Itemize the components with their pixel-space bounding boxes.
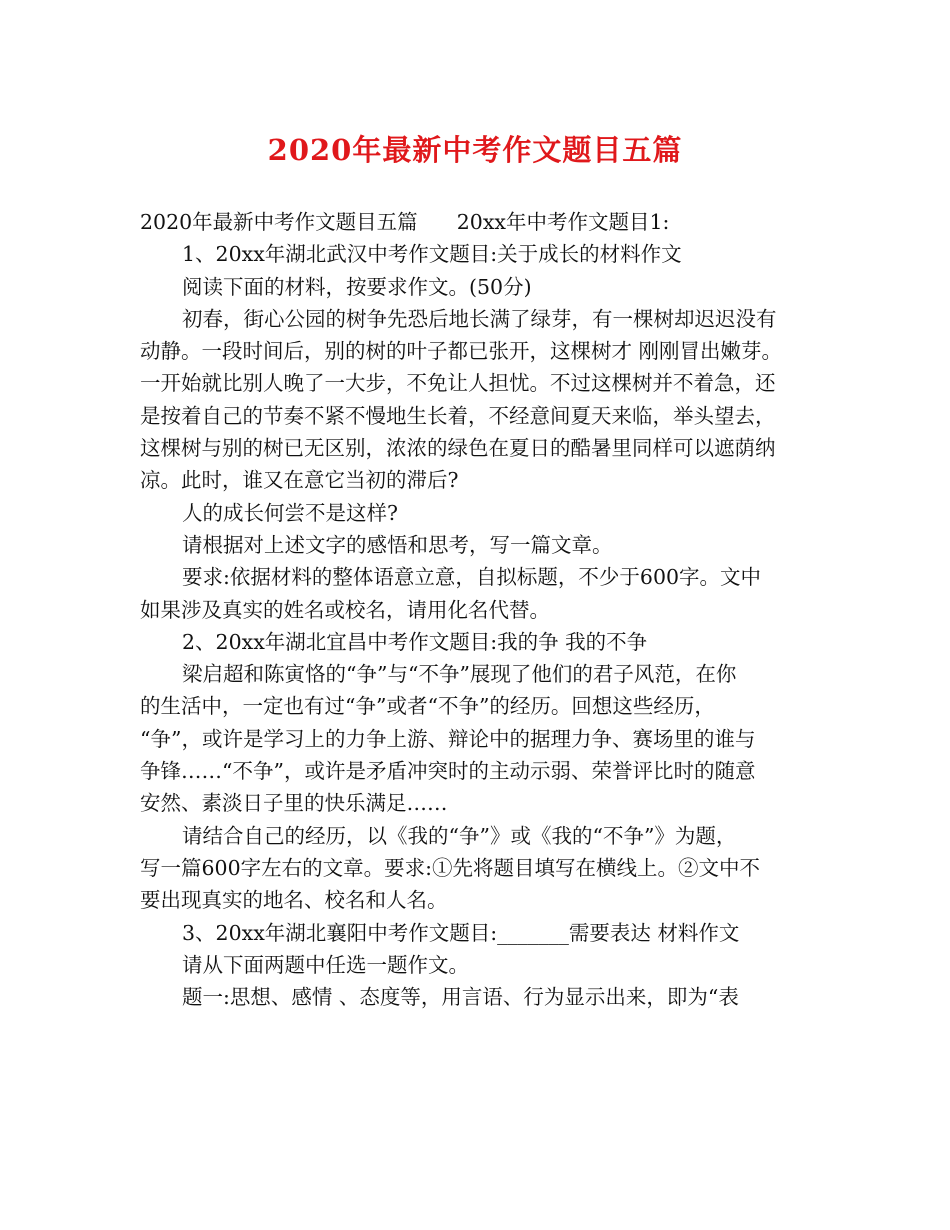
body-line: 3、20xx年湖北襄阳中考作文题目:_______需要表达 材料作文 [182, 920, 740, 945]
body-line: 阅读下面的材料，按要求作文。(50分) [182, 274, 532, 299]
body-line: 争锋……“不争”，或许是矛盾冲突时的主动示弱、荣誉评比时的随意 [140, 759, 756, 784]
body-line: “争”，或许是学习上的力争上游、辩论中的据理力争、赛场里的谁与 [140, 726, 756, 751]
body-line: 要出现真实的地名、校名和人名。 [140, 888, 448, 913]
document-title: 2020年最新中考作文题目五篇 [267, 133, 683, 167]
body-line: 安然、素淡日子里的快乐满足…… [140, 791, 448, 816]
body-line: 梁启超和陈寅恪的“争”与“不争”展现了他们的君子风范，在你 [182, 662, 737, 687]
body-line: 如果涉及真实的姓名或校名，请用化名代替。 [140, 597, 550, 622]
body-line: 写一篇600字左右的文章。要求:①先将题目填写在横线上。②文中不 [140, 855, 761, 880]
body-line: 这棵树与别的树已无区别，浓浓的绿色在夏日的酷暑里同样可以遮荫纳 [140, 436, 776, 461]
body-line: 一开始就比别人晚了一大步，不免让人担忧。不过这棵树并不着急，还 [140, 371, 776, 396]
body-line: 人的成长何尝不是这样? [182, 500, 398, 525]
body-line: 请根据对上述文字的感悟和思考，写一篇文章。 [182, 532, 613, 557]
body-line: 的生活中，一定也有过“争”或者“不争”的经历。回想这些经历， [140, 694, 715, 719]
body-line: 请从下面两题中任选一题作文。 [182, 952, 469, 977]
body-line: 1、20xx年湖北武汉中考作文题目:关于成长的材料作文 [182, 242, 682, 267]
document-body [140, 206, 820, 1013]
body-line: 是按着自己的节奏不紧不慢地生长着，不经意间夏天来临，举头望去， [140, 403, 776, 428]
body-line: 2、20xx年湖北宜昌中考作文题目:我的争 我的不争 [182, 629, 648, 654]
body-line: 动静。一段时间后，别的树的叶子都已张开，这棵树才 刚刚冒出嫩芽。 [140, 339, 783, 364]
body-line: 题一:思想、感情 、态度等，用言语、行为显示出来，即为“表 [182, 985, 739, 1010]
body-line: 2020年最新中考作文题目五篇 20xx年中考作文题目1: [140, 210, 670, 234]
body-line: 要求:依据材料的整体语意立意，自拟标题，不少于600字。文中 [182, 565, 762, 590]
body-line: 凉。此时，谁又在意它当初的滞后? [140, 468, 459, 493]
body-line: 初春，街心公园的树争先恐后地长满了绿芽，有一棵树却迟迟没有 [182, 306, 777, 331]
body-line: 请结合自己的经历，以《我的“争”》或《我的“不争”》为题， [182, 823, 737, 848]
